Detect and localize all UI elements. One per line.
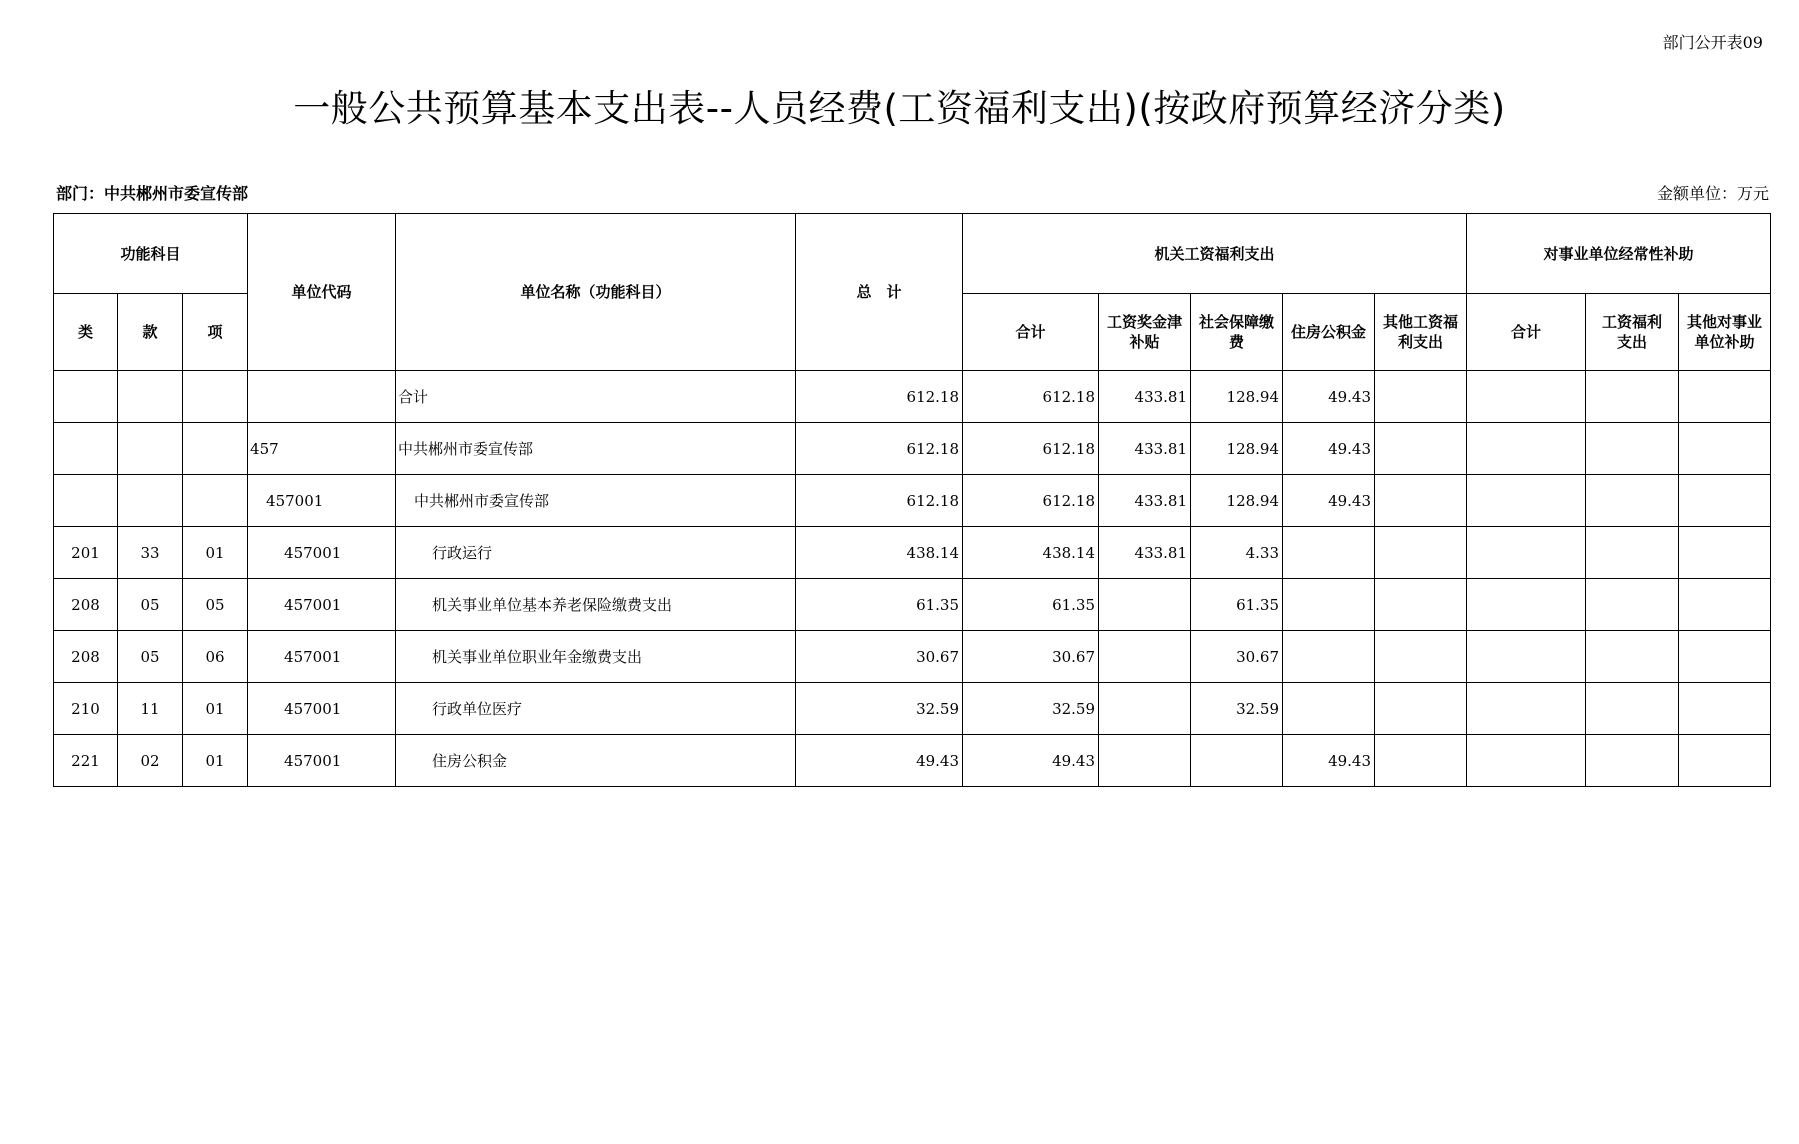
cell-unit-name: 行政运行 xyxy=(396,527,796,579)
cell-lei: 221 xyxy=(54,735,118,787)
cell-kuan: 05 xyxy=(118,631,183,683)
table-row xyxy=(54,735,1771,787)
cell-unit-code: 457001 xyxy=(248,631,396,683)
cell-unit-code: 457001 xyxy=(248,475,396,527)
header-pub-total: 合计 xyxy=(1467,294,1586,371)
cell-gov-housing xyxy=(1283,683,1375,735)
cell-kuan xyxy=(118,423,183,475)
cell-gov-housing: 49.43 xyxy=(1283,475,1375,527)
cell-gov-other xyxy=(1375,527,1467,579)
cell-gov-total: 612.18 xyxy=(963,371,1099,423)
header-total: 总 计 xyxy=(796,214,963,371)
header-func-subject: 功能科目 xyxy=(54,214,248,294)
cell-kuan: 33 xyxy=(118,527,183,579)
cell-lei xyxy=(54,475,118,527)
cell-pub-total xyxy=(1467,631,1586,683)
cell-gov-total: 61.35 xyxy=(963,579,1099,631)
cell-unit-name: 中共郴州市委宣传部 xyxy=(396,475,796,527)
cell-gov-housing xyxy=(1283,527,1375,579)
cell-unit-code xyxy=(248,371,396,423)
cell-gov-other xyxy=(1375,423,1467,475)
budget-table xyxy=(53,213,1771,787)
cell-lei xyxy=(54,423,118,475)
cell-pub-wage xyxy=(1586,631,1679,683)
cell-gov-social: 128.94 xyxy=(1191,423,1283,475)
cell-gov-other xyxy=(1375,475,1467,527)
cell-pub-other xyxy=(1679,683,1771,735)
cell-gov-social xyxy=(1191,735,1283,787)
cell-total: 612.18 xyxy=(796,423,963,475)
cell-gov-social: 128.94 xyxy=(1191,371,1283,423)
header-pub-group: 对事业单位经常性补助 xyxy=(1467,214,1771,294)
table-body xyxy=(54,371,1771,787)
cell-xiang: 01 xyxy=(183,683,248,735)
cell-gov-wage: 433.81 xyxy=(1099,423,1191,475)
cell-pub-wage xyxy=(1586,683,1679,735)
cell-gov-wage xyxy=(1099,631,1191,683)
cell-xiang: 05 xyxy=(183,579,248,631)
cell-xiang: 01 xyxy=(183,527,248,579)
cell-kuan xyxy=(118,371,183,423)
cell-gov-housing: 49.43 xyxy=(1283,735,1375,787)
cell-pub-wage xyxy=(1586,475,1679,527)
cell-total: 32.59 xyxy=(796,683,963,735)
cell-xiang xyxy=(183,475,248,527)
cell-lei: 201 xyxy=(54,527,118,579)
cell-lei: 210 xyxy=(54,683,118,735)
cell-gov-wage xyxy=(1099,735,1191,787)
cell-pub-total xyxy=(1467,527,1586,579)
cell-gov-social: 4.33 xyxy=(1191,527,1283,579)
header-kuan: 款 xyxy=(118,294,183,371)
cell-gov-total: 612.18 xyxy=(963,475,1099,527)
cell-unit-name: 机关事业单位职业年金缴费支出 xyxy=(396,631,796,683)
cell-gov-other xyxy=(1375,371,1467,423)
amount-unit-label: 金额单位：万元 xyxy=(1656,184,1769,203)
header-unit-name: 单位名称（功能科目） xyxy=(396,214,796,371)
header-gov-wage: 工资奖金津补贴 xyxy=(1099,294,1191,371)
header-xiang: 项 xyxy=(183,294,248,371)
cell-pub-total xyxy=(1467,579,1586,631)
cell-pub-other xyxy=(1679,527,1771,579)
header-lei: 类 xyxy=(54,294,118,371)
cell-total: 612.18 xyxy=(796,475,963,527)
cell-gov-total: 612.18 xyxy=(963,423,1099,475)
table-row xyxy=(54,371,1771,423)
cell-gov-housing: 49.43 xyxy=(1283,423,1375,475)
cell-gov-total: 32.59 xyxy=(963,683,1099,735)
cell-unit-name: 中共郴州市委宣传部 xyxy=(396,423,796,475)
header-gov-other: 其他工资福利支出 xyxy=(1375,294,1467,371)
cell-unit-name: 机关事业单位基本养老保险缴费支出 xyxy=(396,579,796,631)
cell-lei xyxy=(54,371,118,423)
header-gov-group: 机关工资福利支出 xyxy=(963,214,1467,294)
cell-pub-total xyxy=(1467,423,1586,475)
cell-gov-social: 61.35 xyxy=(1191,579,1283,631)
cell-pub-total xyxy=(1467,475,1586,527)
cell-pub-wage xyxy=(1586,527,1679,579)
cell-gov-total: 49.43 xyxy=(963,735,1099,787)
cell-gov-total: 30.67 xyxy=(963,631,1099,683)
cell-xiang xyxy=(183,423,248,475)
header-unit-code: 单位代码 xyxy=(248,214,396,371)
cell-unit-code: 457001 xyxy=(248,735,396,787)
table-row xyxy=(54,579,1771,631)
form-number: 部门公开表09 xyxy=(1662,33,1763,52)
cell-pub-wage xyxy=(1586,371,1679,423)
cell-unit-code: 457001 xyxy=(248,683,396,735)
cell-lei: 208 xyxy=(54,579,118,631)
cell-pub-other xyxy=(1679,631,1771,683)
cell-xiang: 01 xyxy=(183,735,248,787)
cell-gov-wage: 433.81 xyxy=(1099,475,1191,527)
cell-pub-other xyxy=(1679,735,1771,787)
cell-total: 438.14 xyxy=(796,527,963,579)
cell-pub-total xyxy=(1467,683,1586,735)
cell-gov-wage xyxy=(1099,579,1191,631)
page-title: 一般公共预算基本支出表--人员经费(工资福利支出)(按政府预算经济分类) xyxy=(293,87,1506,130)
cell-unit-code: 457 xyxy=(248,423,396,475)
header-pub-other: 其他对事业单位补助 xyxy=(1679,294,1771,371)
cell-lei: 208 xyxy=(54,631,118,683)
cell-pub-total xyxy=(1467,735,1586,787)
table-row xyxy=(54,475,1771,527)
cell-gov-wage xyxy=(1099,683,1191,735)
cell-kuan: 02 xyxy=(118,735,183,787)
cell-unit-name: 住房公积金 xyxy=(396,735,796,787)
cell-kuan: 05 xyxy=(118,579,183,631)
table-row xyxy=(54,631,1771,683)
cell-pub-other xyxy=(1679,579,1771,631)
cell-kuan xyxy=(118,475,183,527)
cell-gov-housing: 49.43 xyxy=(1283,371,1375,423)
cell-gov-other xyxy=(1375,683,1467,735)
cell-gov-other xyxy=(1375,735,1467,787)
cell-gov-social: 128.94 xyxy=(1191,475,1283,527)
table-header xyxy=(54,214,1771,371)
cell-total: 612.18 xyxy=(796,371,963,423)
table-row xyxy=(54,527,1771,579)
header-gov-total: 合计 xyxy=(963,294,1099,371)
cell-total: 30.67 xyxy=(796,631,963,683)
table-row xyxy=(54,423,1771,475)
cell-gov-social: 30.67 xyxy=(1191,631,1283,683)
cell-gov-total: 438.14 xyxy=(963,527,1099,579)
cell-gov-other xyxy=(1375,631,1467,683)
cell-pub-other xyxy=(1679,475,1771,527)
cell-xiang xyxy=(183,371,248,423)
table-row xyxy=(54,683,1771,735)
cell-pub-wage xyxy=(1586,735,1679,787)
cell-total: 61.35 xyxy=(796,579,963,631)
cell-unit-code: 457001 xyxy=(248,579,396,631)
cell-pub-wage xyxy=(1586,579,1679,631)
cell-pub-other xyxy=(1679,423,1771,475)
cell-pub-wage xyxy=(1586,423,1679,475)
cell-gov-housing xyxy=(1283,579,1375,631)
header-gov-housing: 住房公积金 xyxy=(1283,294,1375,371)
cell-pub-total xyxy=(1467,371,1586,423)
cell-gov-other xyxy=(1375,579,1467,631)
cell-pub-other xyxy=(1679,371,1771,423)
cell-unit-name: 行政单位医疗 xyxy=(396,683,796,735)
cell-gov-wage: 433.81 xyxy=(1099,527,1191,579)
cell-gov-housing xyxy=(1283,631,1375,683)
header-gov-social: 社会保障缴费 xyxy=(1191,294,1283,371)
cell-unit-code: 457001 xyxy=(248,527,396,579)
cell-gov-wage: 433.81 xyxy=(1099,371,1191,423)
cell-xiang: 06 xyxy=(183,631,248,683)
header-pub-wage: 工资福利支出 xyxy=(1586,294,1679,371)
cell-total: 49.43 xyxy=(796,735,963,787)
department-label: 部门：中共郴州市委宣传部 xyxy=(56,184,249,203)
cell-unit-name: 合计 xyxy=(396,371,796,423)
cell-gov-social: 32.59 xyxy=(1191,683,1283,735)
cell-kuan: 11 xyxy=(118,683,183,735)
